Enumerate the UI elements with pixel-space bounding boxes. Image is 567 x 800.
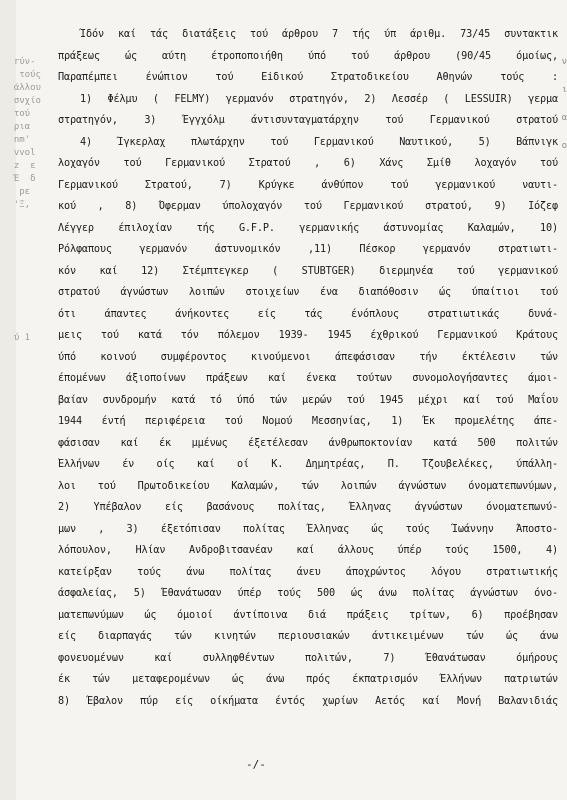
text-line: Λέγγερ έπιλοχίαν τής G.F.P. γερμανικής άστυνομίας Καλαμών, 10) xyxy=(58,222,558,234)
bleed-through-text: rύν- τούς άλλου σνχίο τού ρια nm' vvol z ε Έ δ pε 'Ξ, xyxy=(13,57,41,210)
text-line: μεις τού κατά τόν πόλεμον 1939- 1945 έχθρικού Γερμανικού Κράτους xyxy=(58,330,558,341)
text-line: ότι άπαντες άνήκοντες είς τάς ένόπλους στρατιωτικάς δυνά- xyxy=(58,308,558,320)
text-line: Ίδόν καί τάς διατάξεις τού άρθρου 7 τής ύπ άριθμ. 73/45 συντακτικ xyxy=(80,29,558,40)
text-line: 1) Φέλμυ ( FELMY) γερμανόν στρατηγόν, 2) Λεσσέρ ( LESSUIR) γερμα xyxy=(80,93,558,105)
text-line: ύπό κοινού συμφέροντος κινούμενοι άπεφάσισαν τήν έκτέλεσιν τών xyxy=(58,351,558,363)
text-line: Παραπέμπει ένώπιον τού Εiδικού Στρατοδικείου Αθηνών τούς : xyxy=(58,72,558,83)
text-line: λόπουλον, Ηλίαν Ανδροβιτσανέαν καί άλλους ύπέρ τούς 1500, 4) xyxy=(58,545,558,556)
text-line: λοχαγόν τού Γερμανικού Στρατού , 6) Χάνς Σμίθ λοχαγόν τού xyxy=(58,158,558,169)
right-edge-bleed: ν ι α ο xyxy=(561,57,567,151)
text-line: φονευομένων καί συλληφθέντων πολιτών, 7) Έθανάτωσαν όμήρους xyxy=(58,652,558,664)
text-line: στρατού άγνώστων λοιπών στοιχείων ένα διαπόθοσιν ώς ύπαίτιοι τού xyxy=(58,287,558,298)
page-continuation-mark: -/- xyxy=(246,758,266,771)
text-line: Γερμανικού Στρατού, 7) Κρύγκε άνθύπον τού γερμανικού ναυτι- xyxy=(58,179,558,191)
text-line: κού , 8) Όφερμαν ύπολοχαγόν τού Γερμανικού στρατού, 9) Ιόζεφ xyxy=(58,201,558,212)
text-line: άσφαλείας, 5) Έθανάτωσαν ύπέρ τούς 500 ώς άνω πολίτας άγνώστων όνο- xyxy=(58,588,558,599)
text-line: κατείρξαν τούς άνω πολίτας άνευ άποχρώντος λόγου στρατιωτικής xyxy=(58,566,558,578)
text-line: βαίαν συνδρομήν κατά τό ύπό τών μερών τού 1945 μέχρι καί τού Μαΐου xyxy=(58,394,558,406)
text-line: 4) Ίγκερλαχ πλωτάρχην τού Γερμανικού Ναυτικού, 5) Βάπνιγκ xyxy=(80,136,558,148)
text-line: 2) Υπέβαλον είς βασάνους πολίτας, Έλληνας άγνώστων όνοματεπωνύ- xyxy=(58,502,558,513)
text-line: 1944 έντή περιφέρεια τού Νομού Μεσσηνίας, 1) Έκ προμελέτης άπε- xyxy=(58,416,558,427)
text-line: είς διαρπαγάς τών κινητών περιουσιακών άντικειμένων τών ώς άνω xyxy=(58,631,558,642)
text-line: μων , 3) έξετόπισαν πολίτας Έλληνας ώς τούς Ίωάννην Άποστο- xyxy=(58,523,558,535)
bleed-through-mark: ύ 1 xyxy=(3,333,31,343)
text-line: Έλλήνων έν οίς καί οί Κ. Δημητρέας, Π. Τζουβελέκες, ύπάλλη- xyxy=(58,459,558,470)
text-line: 8) Έβαλον πύρ είς οίκήματα έντός χωρίων Αετός καί Μονή Βαλανιδιάς xyxy=(58,695,558,707)
text-line: κόν καί 12) Στέμπτεγκερ ( STUBTGER) διερμηνέα τού γερμανικού xyxy=(58,265,558,277)
text-line: ματεπωνύμων ώς όμοιοί άντίποινα διά πράξεις τρίτων, 6) προέβησαν xyxy=(58,609,558,621)
text-line: έκ τών μεταφερομένων ώς άνω πρός έκπατρισμόν Έλλήνων πατριωτών xyxy=(58,674,558,685)
document-body xyxy=(58,24,558,712)
text-line: λοι τού Πρωτοδικείου Καλαμών, τών λοιπών άγνώστων όνοματεπωνύμων, xyxy=(58,480,558,492)
text-line: στρατηγόν, 3) Έγγχόλμ άντισυνταγματάρχην τού Γερμανικού στρατού xyxy=(58,115,558,126)
text-line: φάσισαν καί έκ μμένως έξετέλεσαν άνθρωποκτονίαν κατά 500 πολιτών xyxy=(58,437,558,449)
text-line: Ρόλφαπους γερμανόν άστυνομικόν ,11) Πέσκορ γερμανόν στρατιωτι- xyxy=(58,244,558,255)
text-line: έπομένων άξιοποίνων πράξεων καί ένεκα τούτων συνομολογήσαντες άμοι- xyxy=(58,373,558,384)
text-line: πράξεως ώς αύτη έτροποποιήθη ύπό τού άρθρου (90/45 όμοίως, xyxy=(58,50,558,62)
